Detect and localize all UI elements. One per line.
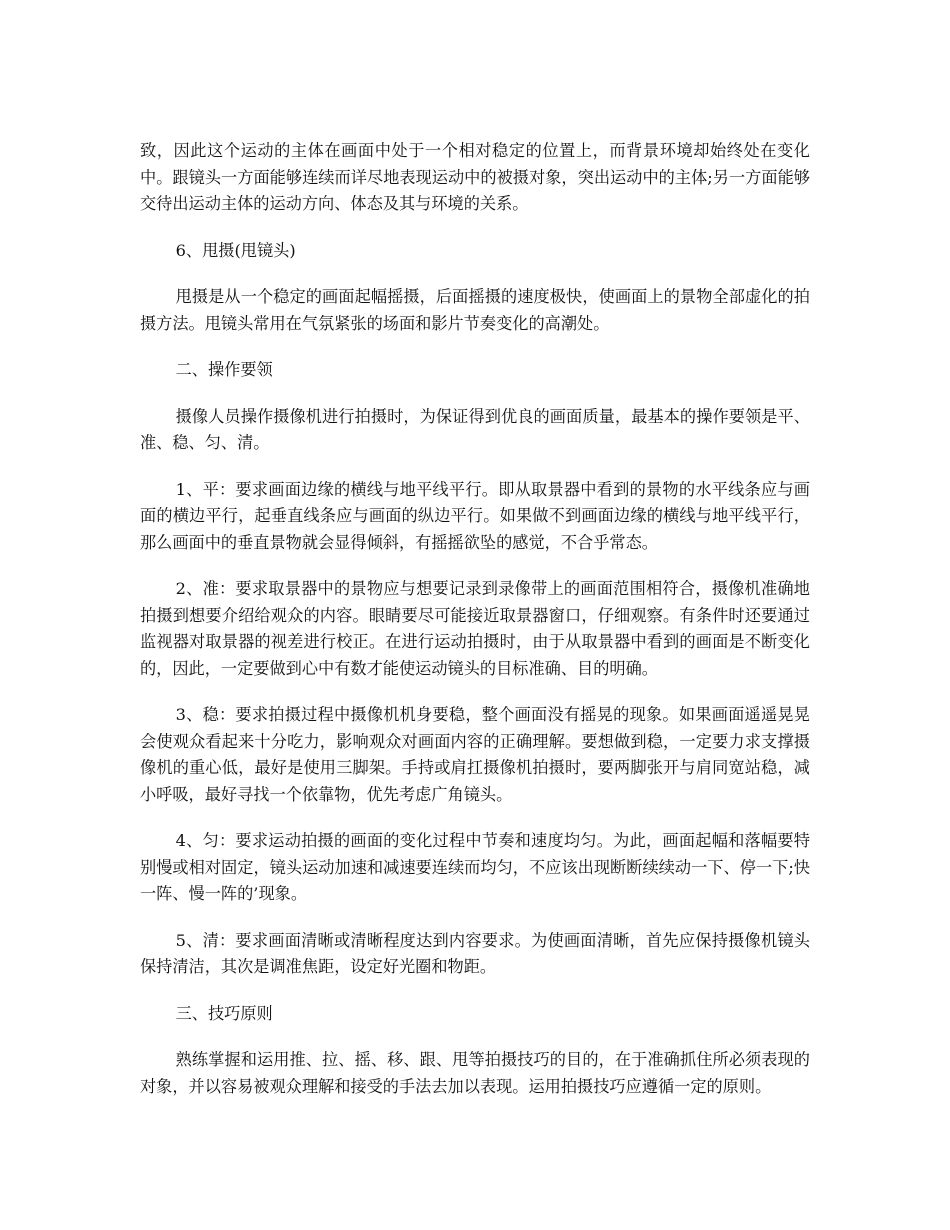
paragraph-even: 4、匀：要求运动拍摄的画面的变化过程中节奏和速度均匀。为此，画面起幅和落幅要特别慢或相对固定，镜头运动加速和减速要连续而均匀，不应该出现断断续续动一下、停一下;快一阵、慢一阵的’现象。 [140,831,810,903]
document-page [140,138,810,1120]
paragraph-level: 1、平：要求画面边缘的横线与地平线平行。即从取景器中看到的景物的水平线条应与画面的横边平行，起垂直线条应与画面的纵边平行。如果做不到画面边缘的横线与地平线平行，那么画面中的垂直景物就会显得倾斜，有摇摇欲坠的感觉，不合乎常态。 [140,479,810,552]
paragraph-whip-pan: 甩摄是从一个稳定的画面起幅摇摄，后面摇摄的速度极快，使画面上的景物全部虚化的拍摄方法。甩镜头常用在气氛紧张的场面和影片节奏变化的高潮处。 [140,287,810,333]
paragraph-technique-principles: 熟练掌握和运用推、拉、摇、移、跟、甩等拍摄技巧的目的，在于准确抓住所必须表现的对象，并以容易被观众理解和接受的手法去加以表现。运用拍摄技巧应遵循一定的原则。 [140,1050,810,1096]
paragraph-operation-intro: 摄像人员操作摄像机进行拍摄时，为保证得到优良的画面质量，最基本的操作要领是平、准、稳、匀、清。 [140,406,810,452]
paragraph-follow-shot-cont: 致，因此这个运动的主体在画面中处于一个相对稳定的位置上，而背景环境却始终处在变化中。跟镜头一方面能够连续而详尽地表现运动中的被摄对象，突出运动中的主体;另一方面能够交待出运动主体的运动方向、体态及其与环境的关系。 [140,141,810,213]
heading-operation-essentials: 二、操作要领 [175,360,273,379]
paragraph-steady: 3、稳：要求拍摄过程中摄像机机身要稳，整个画面没有摇晃的现象。如果画面遥遥晃晃会使观众看起来十分吃力，影响观众对画面内容的正确理解。要想做到稳，一定要力求支撑摄像机的重心低，最好是使用三脚架。手持或肩扛摄像机拍摄时，要两脚张开与肩同宽站稳，减小呼吸，最好寻找一个依靠物，优先考虑广角镜头。 [140,705,810,804]
paragraph-clear: 5、清：要求画面清晰或清晰程度达到内容要求。为使画面清晰，首先应保持摄像机镜头保持清洁，其次是调准焦距，设定好光圈和物距。 [140,930,810,976]
paragraph-accurate: 2、准：要求取景器中的景物应与想要记录到录像带上的画面范围相符合，摄像机准确地拍摄到想要介绍给观众的内容。眼睛要尽可能接近取景器窗口，仔细观察。有条件时还要通过监视器对取景器的视差进行校正。在进行运动拍摄时，由于从取景器中看到的画面是不断变化的，因此，一定要做到心中有数才能使运动镜头的目标准确、目的明确。 [140,579,810,678]
heading-whip-pan: 6、甩摄(甩镜头) [175,240,296,260]
heading-technique-principles: 三、技巧原则 [175,1003,273,1023]
